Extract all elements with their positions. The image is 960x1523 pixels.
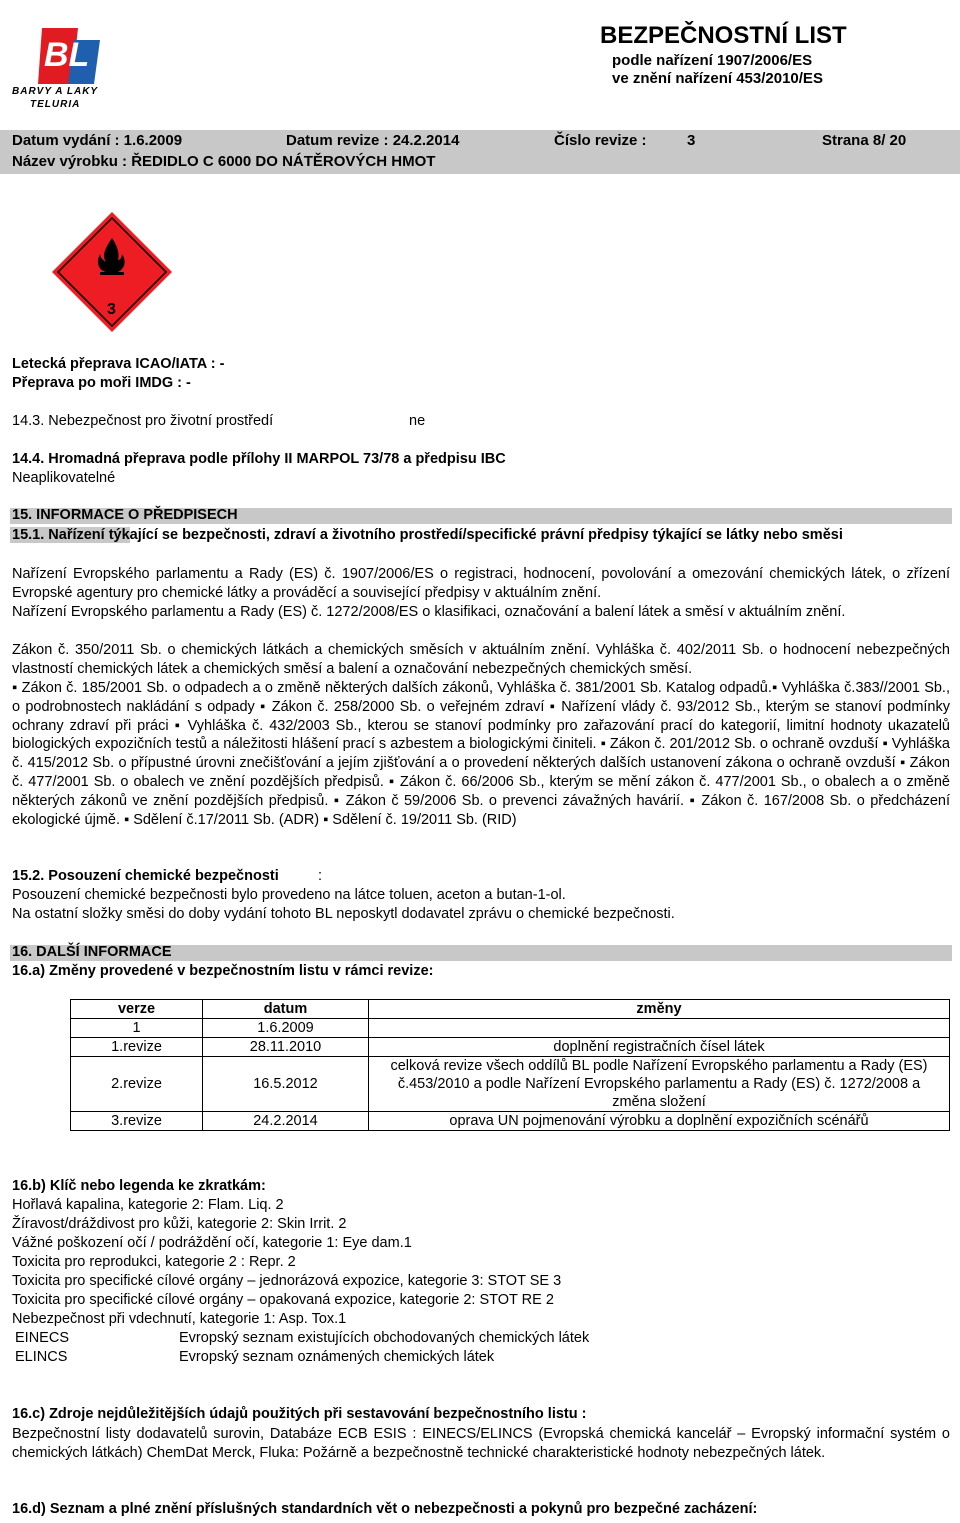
table-row [71, 1112, 950, 1131]
table-cell: 24.2.2014 [203, 1112, 369, 1131]
section-16a-heading: 16.a) Změny provedené v bezpečnostním listu v rámci revize: [12, 963, 434, 979]
legend-item: Toxicita pro specifické cílové orgány – opakovaná expozice, kategorie 2: STOT RE 2 [12, 1292, 554, 1308]
table-header: datum [203, 1000, 369, 1019]
abbr-key: ELINCS [15, 1349, 68, 1365]
table-cell: 3.revize [71, 1112, 203, 1131]
section-15-1-heading: 15.1. Nařízení týkající se bezpečnosti, zdraví a životního prostředí/specifické právní předpisy týkající se látky nebo směsi [12, 527, 843, 543]
revision-number: 3 [687, 132, 696, 149]
table-row [71, 1038, 950, 1057]
table-header: verze [71, 1000, 203, 1019]
document-title: BEZPEČNOSTNÍ LIST [600, 22, 847, 49]
flammable-liquid-hazard-icon [50, 210, 174, 334]
document-subtitle-2: ve znění nařízení 453/2010/ES [612, 70, 823, 87]
issue-date: Datum vydání : 1.6.2009 [12, 132, 183, 149]
table-cell: 2.revize [71, 1057, 203, 1112]
table-cell: 1 [71, 1019, 203, 1038]
table-cell [369, 1019, 950, 1038]
section-15-1-p3: Zákon č. 350/2011 Sb. o chemických látkách a chemických směsích v aktuálním znění. Vyhláška č. 402/2011 Sb. o hodnocení nebezpečných vlastností chemických látek a chemických směsí a balení a označování nebezpečných chemických směsí. [12, 642, 950, 677]
section-14-4: 14.4. Hromadná přeprava podle přílohy II MARPOL 73/78 a předpisu IBC [12, 451, 506, 467]
table-cell: 16.5.2012 [203, 1057, 369, 1112]
company-logo [10, 20, 120, 115]
section-14-4-value: Neaplikovatelné [12, 470, 116, 486]
svg-text:BL: BL [44, 36, 90, 74]
air-transport: Letecká přeprava ICAO/IATA : - [12, 356, 225, 372]
sea-transport: Přeprava po moři IMDG : - [12, 375, 191, 391]
section-15-2-p2: Na ostatní složky směsi do doby vydání tohoto BL neposkytl dodavatel zprávu o chemické bezpečnosti. [12, 906, 675, 922]
section-16d-heading: 16.d) Seznam a plné znění příslušných standardních vět o nebezpečnosti a pokynů pro bezpečné zacházení: [12, 1501, 758, 1517]
table-cell: celková revize všech oddílů BL podle Nařízení Evropského parlamentu a Rady (ES) č.453/2010 a podle Nařízení Evropského parlamentu a Rady (ES) č. 1272/2008 a změna složení [369, 1057, 950, 1112]
revision-number-label: Číslo revize : [554, 132, 647, 149]
legend-item: Nebezpečnost při vdechnutí, kategorie 1: Asp. Tox.1 [12, 1311, 347, 1327]
section-14-3: 14.3. Nebezpečnost pro životní prostředí [12, 413, 274, 429]
logo-line1: BARVY A LAKY [12, 86, 99, 97]
table-header-row [71, 1000, 950, 1019]
table-cell: 1.6.2009 [203, 1019, 369, 1038]
table-cell: 1.revize [71, 1038, 203, 1057]
section-15-2-colon: : [318, 868, 323, 884]
page-number: Strana 8/ 20 [822, 132, 907, 149]
section-16-heading: 16. DALŠÍ INFORMACE [12, 944, 172, 960]
section-15-heading: 15. INFORMACE O PŘEDPISECH [12, 507, 238, 523]
logo-emblem-icon [38, 26, 100, 86]
legend-item: Toxicita pro reprodukci, kategorie 2 : Repr. 2 [12, 1254, 296, 1270]
legend-item: Vážné poškození očí / podráždění očí, kategorie 1: Eye dam.1 [12, 1235, 412, 1251]
section-15-1-p1: Nařízení Evropského parlamentu a Rady (ES) č. 1907/2006/ES o registraci, hodnocení, povolování a omezování chemických látek, o zřízení Evropské agentury pro chemické látky a prováděcí a související předpisy v aktuálním znění. [12, 566, 950, 601]
section-15-2-heading: 15.2. Posouzení chemické bezpečnosti [12, 868, 279, 884]
section-16c-heading: 16.c) Zdroje nejdůležitějších údajů použitých při sestavování bezpečnostního listu : [12, 1406, 587, 1422]
table-row [71, 1019, 950, 1038]
table-cell: 28.11.2010 [203, 1038, 369, 1057]
table-cell: doplnění registračních čísel látek [369, 1038, 950, 1057]
legend-item: Hořlavá kapalina, kategorie 2: Flam. Liq. 2 [12, 1197, 284, 1213]
table-cell: oprava UN pojmenování výrobku a doplnění expozičních scénářů [369, 1112, 950, 1131]
abbr-value: Evropský seznam existujících obchodovaných chemických látek [179, 1330, 590, 1346]
revision-date: Datum revize : 24.2.2014 [286, 132, 460, 149]
legend-item: Žíravost/dráždivost pro kůži, kategorie 2: Skin Irrit. 2 [12, 1216, 347, 1232]
svg-text:3: 3 [107, 301, 116, 318]
revision-table [70, 999, 950, 1131]
logo-line2: TELURIA [30, 99, 81, 110]
abbr-key: EINECS [15, 1330, 69, 1346]
section-16b-heading: 16.b) Klíč nebo legenda ke zkratkám: [12, 1178, 266, 1194]
section-16c-text: Bezpečnostní listy dodavatelů surovin, Databáze ECB ESIS : EINECS/ELINCS (Evropská chemická kancelář – Evropský informační systém o chemických látkách) ChemDat Merck, Fluka: Požárně a bezpečnostně technické charakteristické hodnoty nebezpečných látek. [12, 1426, 950, 1461]
abbr-value: Evropský seznam oznámených chemických látek [179, 1349, 495, 1365]
section-14-3-value: ne [409, 413, 426, 429]
section-15-2-p1: Posouzení chemické bezpečnosti bylo provedeno na látce toluen, aceton a butan-1-ol. [12, 887, 566, 903]
section-15-1-p4: ▪ Zákon č. 185/2001 Sb. o odpadech a o změně některých dalších zákonů, Vyhláška č. 381/2001 Sb. Katalog odpadů.▪ Vyhláška č.383//2001 Sb., o podrobnostech nakládání s odpady ▪ Zákon č. 258/2000 Sb. o veřejném zdraví ▪ Nařízení vlády č. 93/2012 Sb., kterým se stanoví podmínky ochrany zdraví při práci ▪ Vyhláška č. 432/2003 Sb., kterou se stanoví podmínky pro zařazování prací do kategorií, limitní hodnoty ukazatelů biologických expozičních testů a náležitosti hlášení prací s azbestem a biologickými činiteli. ▪ Zákon č. 201/2012 Sb. o ochraně ovzduší ▪ Vyhláška č. 415/2012 Sb. o přípustné úrovni znečišťování a jejím zjišťování a o provedení některých dalších ustanovení zákona o ochraně ovzduší ▪ Zákon č. 477/2001 Sb. o obalech ve znění pozdějších předpisů. ▪ Zákon č. 66/2006 Sb., kterým se mění zákon č. 477/2001 Sb., o obalech a o změně některých zákonů ve znění pozdějších předpisů. ▪ Zákon č 59/2006 Sb. o prevenci závažných havárií. ▪ Zákon č. 167/2008 Sb. o předcházení ekologické újmě. ▪ Sdělení č.17/2011 Sb. (ADR) ▪ Sdělení č. 19/2011 Sb. (RID) [12, 680, 950, 828]
product-name: Název výrobku : ŘEDIDLO C 6000 DO NÁTĚROVÝCH HMOT [12, 153, 436, 170]
document-subtitle-1: podle nařízení 1907/2006/ES [612, 52, 813, 69]
legend-item: Toxicita pro specifické cílové orgány – jednorázová expozice, kategorie 3: STOT SE 3 [12, 1273, 562, 1289]
table-header: změny [369, 1000, 950, 1019]
table-row [71, 1057, 950, 1112]
section-15-1-p2: Nařízení Evropského parlamentu a Rady (ES) č. 1272/2008/ES o klasifikaci, označování a balení látek a směsí v aktuálním znění. [12, 604, 846, 620]
